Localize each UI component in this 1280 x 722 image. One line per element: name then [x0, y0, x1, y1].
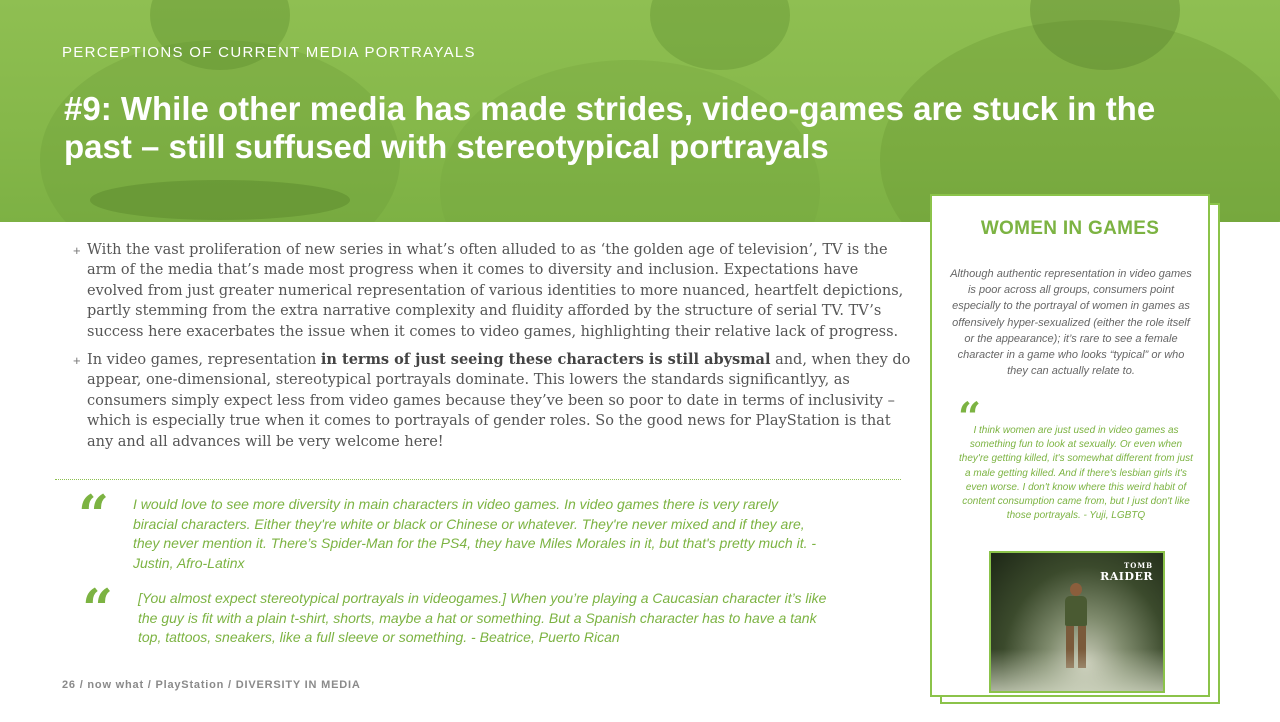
tomb-raider-cover-image: [989, 551, 1165, 693]
banner-illustration-shape: [650, 0, 790, 70]
bullet-text: With the vast proliferation of new series in what’s often alluded to as ‘the golden age of television’, TV is the arm of the media that’s made most progress when it comes to diversity and inclusion. Expectations have evolved from just greater numerical representation of various identities to more nuanced, heartfelt depictions, partly stemming from the extra narrative complexity and fluidity afforded by the structure of serial TV. TV’s success here exacerbates the issue when it comes to video games, highlighting their relative lack of progress.: [87, 242, 904, 340]
quote-mark-icon: “: [82, 577, 114, 641]
game-logo: TOMB RAIDER: [1100, 561, 1153, 583]
hero-banner: [0, 0, 1280, 222]
section-kicker: PERCEPTIONS OF CURRENT MEDIA PORTRAYALS: [62, 44, 476, 61]
dotted-divider: [55, 479, 901, 480]
bullet-text: In video games, representation: [87, 352, 321, 369]
plus-icon: +: [73, 243, 81, 258]
bullet-text: and, when they do appear, one-dimensional, stereotypical portrayals dominate. This lowers the standards significantlyy, as consumers simply expect less from video games because they’ve been so poor to date in terms of inclusivity – which is especially true when it comes to portrayals of gender roles. So the good news for PlayStation is that any and all advances will be very welcome here!: [87, 352, 911, 450]
page-footer: 26 / now what / PlayStation / DIVERSITY IN MEDIA: [62, 679, 361, 691]
bullet-list: [70, 240, 912, 460]
image-mist: [991, 649, 1163, 691]
page-title: #9: While other media has made strides, video-games are stuck in the past – still suffused with stereotypical portrayals: [64, 90, 1156, 165]
bullet-emphasis: in terms of just seeing these characters is still abysmal: [320, 351, 771, 369]
quote-yuji: I think women are just used in video games as something fun to look at sexually. Or even when they're getting killed, it's somewhat different from just a male getting killed. And if there's lesbian girls it's even worse. I don't know where this weird habit of content consumption came from, but I just don't like those portrayals. - Yuji, LGBTQ: [959, 425, 1193, 522]
card-description: Although authentic representation in video games is poor across all groups, consumers point especially to the portrayal of women in games as offensively hyper-sexualized (either the role itself or the appearance); it’s rare to see a female character in a game who looks “typical” or who they can actually relate to.: [950, 268, 1192, 378]
quote-beatrice: [You almost expect stereotypical portrayals in videogames.] When you’re playing a Caucasian character it’s like the guy is fit with a plain t-shirt, shorts, maybe a hat or something. But a Spanish character has to have a tank top, tattoos, sneakers, like a full sleeve or something. - Beatrice, Puerto Rican: [138, 590, 827, 646]
quote-justin: I would love to see more diversity in main characters in video games. In video games there is very rarely biracial characters. Either they're white or black or Chinese or whatever. They're never mixed and if they are, they never mention it. There’s Spider-Man for the PS4, they have Miles Morales in it, but that's pretty much it. - Justin, Afro-Latinx: [133, 496, 817, 571]
quote-mark-icon: “: [958, 394, 982, 441]
plus-icon: +: [73, 353, 81, 369]
bullet-item: [70, 350, 912, 452]
women-in-games-card: [930, 194, 1210, 697]
quote-mark-icon: “: [78, 483, 110, 547]
bullet-item: [70, 240, 912, 342]
banner-illustration-shape: [90, 180, 350, 220]
card-title: WOMEN IN GAMES: [980, 218, 1160, 239]
